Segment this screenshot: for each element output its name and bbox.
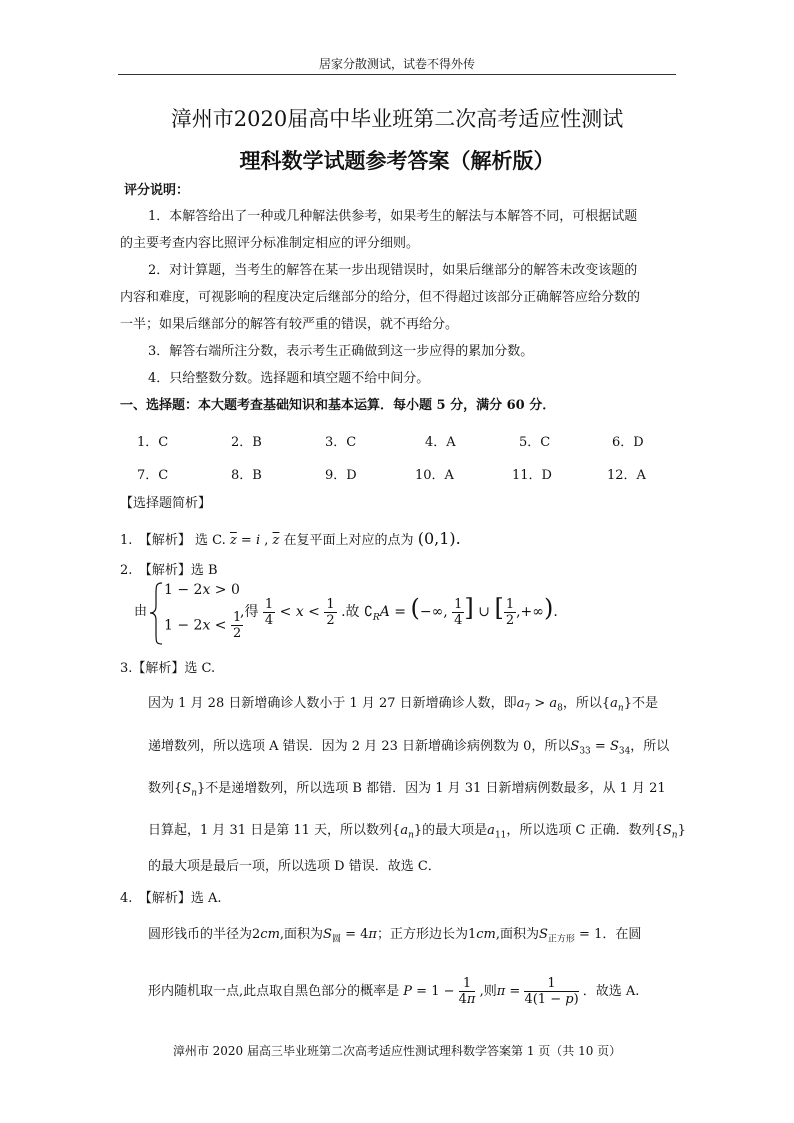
answer-item: 8．B [231,468,262,483]
q3-text: 数列 [148,781,175,796]
fraction: $\frac{1}{4}$ [454,596,463,628]
q3-text: ，所以 [630,739,670,754]
q4-text: ．故选 A. [582,984,640,999]
q2-result: ,得 $\frac{1}{4}$ < x < $\frac{1}{2}$ .故 $∁_RA$ = (−∞, $\frac{1}{4}$ ] ∪ [ $\frac{1}{2}$ ,+∞). [240,594,558,628]
q4-text: ；正方形边长为 [376,927,468,942]
fraction: $\frac{1}{2}$ [326,596,335,628]
q2-prefix: 2. 【解析】选 B [120,563,218,578]
q1-text: 在复平面上对应的点为 [283,533,414,548]
q3-text: ，所以选项 C 正确．数列 [506,823,655,838]
answer-item: 5．C [519,435,551,450]
q3-text: 不是 [632,696,659,711]
q2-de: ,得 [240,604,259,620]
q3-line: 日算起，1 月 31 日是第 11 天，所以数列$\{a_n\}$的最大项是$a_{11}$，所以选项 C 正确．数列$\{S_n\}$ [148,823,686,841]
q2-gu: .故 [341,604,360,620]
q4-text: ,则 [479,984,497,999]
q3-prefix: 3.【解析】选 C. [120,661,216,676]
q3-text: 的最大项是 [422,823,488,838]
fraction: $\frac{1}{4}$ [264,596,274,628]
q4-text: ,面积为 [279,927,324,942]
answer-title: 理科数学试题参考答案（解析版） [239,149,555,173]
confidential-notice: 居家分散测试，试卷不得外传 [318,57,475,71]
answer-item: 6．D [612,435,644,450]
q1-analysis: 1. 【解析】 选 C. $\overline{z} = i$ , $\overline{z}$ 在复平面上对应的点为 (0,1). [120,529,461,548]
scoring-line: 3．解答右端所注分数，表示考生正确做到这一步应得的累加分数。 [148,344,534,359]
q1-prefix: 1. 【解析】 选 C. [120,533,226,548]
q3-text: ，所以 [562,696,602,711]
answer-item: 4．A [425,435,456,450]
scoring-line: 1．本解答给出了一种或几种解法供参考，如果考生的解法与本解答不同，可根据试题 [148,209,638,224]
scoring-line: 2．对计算题，当考生的解答在某一步出现错误时，如果后继部分的解答未改变该题的 [148,263,638,278]
header-rule [118,74,676,75]
q3-text: 因为 1 月 28 日新增确诊人数小于 1 月 27 日新增确诊人数，即 [148,696,517,711]
exam-title: 漳州市2020届高中毕业班第二次高考适应性测试 [170,107,624,131]
math-zbar: $\overline{z}$ [229,533,237,548]
answer-item: 10．A [415,468,454,483]
answer-item: 11．D [512,468,552,483]
answer-item: 3．C [325,435,357,450]
answer-item: 2．B [231,435,262,450]
q3-text: 日算起，1 月 31 日是第 11 天，所以数列 [148,823,393,838]
q2-ineq2: 1 − 2x < $\frac{1}{2}$ [164,610,242,641]
answer-item: 1．C [137,435,169,450]
q4-text: ,面积为 [495,927,539,942]
q4-text: 形内随机取一点,此点取自黑色部分的概率是 [148,984,400,999]
math-i: i [255,533,261,548]
section-heading: 一、选择题：本大题考查基础知识和基本运算．每小题 5 分，满分 60 分． [120,398,556,413]
q4-text: 圆形钱币的半径为 [148,927,253,942]
scoring-line: 一半；如果后继部分的解答有较严重的错误，就不再给分。 [120,317,459,332]
q4-line: 形内随机取一点,此点取自黑色部分的概率是 P = 1 − $\frac{1}{4\pi}$ ,则π = $\frac{1}{4(1 - p)}$ ．故选 A. [148,976,640,1007]
q3-line: 的最大项是最后一项，所以选项 D 错误．故选 C． [148,859,441,874]
q2-ineq1: 1 − 2x > 0 [164,582,240,598]
answer-item: 7．C [137,468,169,483]
answer-item: 12．A [607,468,646,483]
answer-item: 9．D [325,468,357,483]
q4-text: ．在圆 [602,927,642,942]
q4-prefix: 4. 【解析】选 A. [120,891,222,906]
scoring-line: 的主要考查内容比照评分标准制定相应的评分细则。 [120,236,420,251]
fraction: $\frac{1}{2}$ [233,610,242,641]
q4-line: 圆形钱币的半径为2cm,面积为$S_圆 = 4\pi$；正方形边长为1cm,面积为$S_{正方形} = 1$．在圆 [148,927,642,945]
fraction: $\frac{1}{4(1 - p)}$ [524,976,579,1007]
q3-line: 数列$\{S_n\}$不是递增数列，所以选项 B 都错．因为 1 月 31 日新增病例数最多，从 1 月 21 [148,781,666,799]
q3-line: 因为 1 月 28 日新增确诊人数小于 1 月 27 日新增确诊人数，即$a_7 > a_8$，所以$\{a_n\}$不是 [148,696,659,714]
q3-text: 不是递增数列，所以选项 B 都错．因为 1 月 31 日新增病例数最多，从 1 月 21 [205,781,666,796]
fraction: $\frac{1}{4\pi}$ [458,976,476,1007]
scoring-heading: 评分说明： [124,183,190,198]
page-footer: 漳州市 2020 届高三毕业班第二次高考适应性测试理科数学答案第 1 页（共 10 页） [172,1044,622,1058]
scoring-line: 内容和难度，可视影响的程度决定后继部分的给分，但不得超过该部分正确解答应给分数的 [120,290,641,305]
q1-point: (0,1). [417,529,461,548]
scoring-line: 4．只给整数分数。选择题和填空题不给中间分。 [148,371,430,386]
q2-you: 由 [134,604,148,619]
fraction: $\frac{1}{2}$ [505,596,515,628]
q3-text: 递增数列，所以选项 A 错误．因为 2 月 23 日新增确诊病例数为 0，所以 [148,739,571,754]
math-zbar: $\overline{z}$ [272,533,280,548]
q3-line: 递增数列，所以选项 A 错误．因为 2 月 23 日新增确诊病例数为 0，所以$S_{33} = S_{34}$，所以 [148,739,670,757]
analysis-heading: 【选择题简析】 [120,496,212,511]
